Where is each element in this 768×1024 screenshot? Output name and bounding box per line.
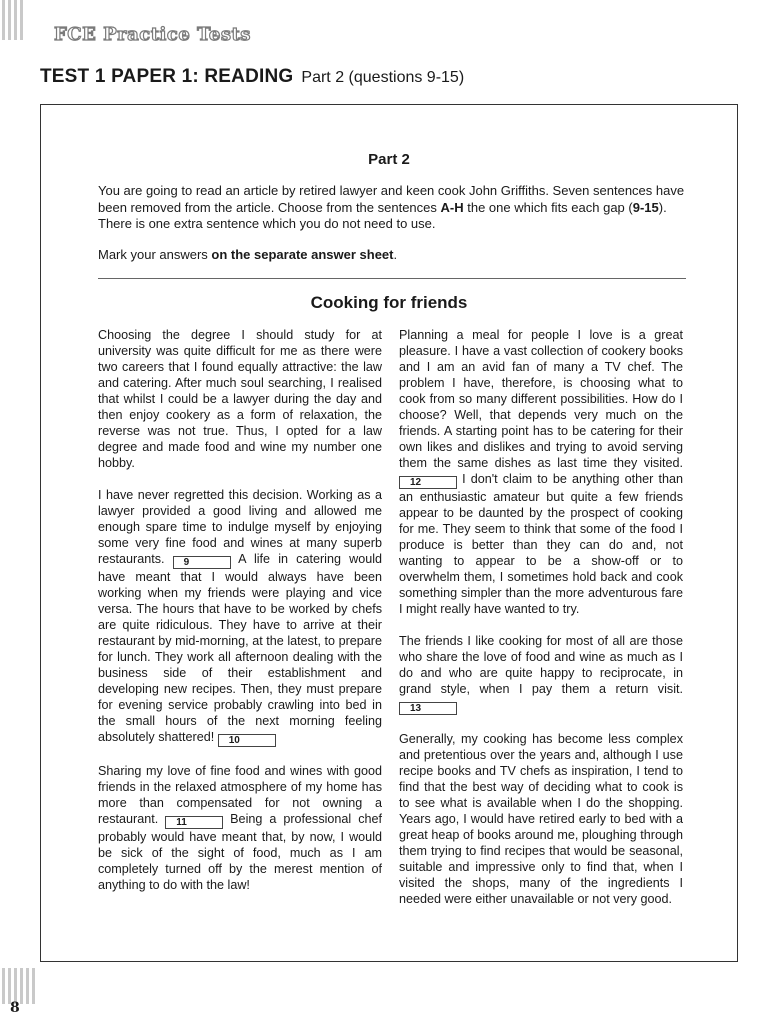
test-title-line: [40, 66, 464, 88]
paragraph-text: I don't claim to be anything other than an enthusiastic amateur but quite a few friends appear to be daunted by the prospect of cooking for me. They seem to think that some of the food I produce is better than they can do and, not wanting to appear to be a show-off or to overwhelm them, I sometimes hold back and cook something simpler than the more adventurous fare I might really have wanted to try.: [399, 472, 683, 616]
instructions-gaps: 9-15: [632, 199, 659, 215]
paragraph-text: I have never regretted this decision. Working as a lawyer provided a good living and allowed me enough spare time to indulge myself by enjoying some very fine food and wines at many superb restaurants.: [98, 488, 382, 566]
instructions-text: the one which fits each gap (: [463, 199, 633, 215]
article-column-right: [399, 327, 683, 923]
gap-9[interactable]: 9: [173, 556, 231, 569]
instructions: [98, 183, 688, 233]
answer-instruction-text: .: [393, 247, 398, 262]
instructions-text: ). There is one extra sentence which you do not need to use.: [98, 199, 667, 231]
gap-13[interactable]: 13: [399, 702, 457, 715]
paragraph-5: [399, 633, 683, 715]
article-title: Cooking for friends: [310, 293, 468, 312]
paragraph-text: Planning a meal for people I love is a great pleasure. I have a vast collection of cookery books and I am an avid fan of many a TV chef. The problem I have, therefore, is choosing what to cook from so many different possibilities. How do I choose? Well, that depends very much on the friends. A starting point has to be catering for their own likes and dislikes and trying to avoid serving them the same dishes as last time they visited.: [399, 328, 683, 470]
paragraph-text: Sharing my love of fine food and wines with good friends in the relaxed atmosphere of my home has more than compensated for not owning a restaurant.: [98, 764, 382, 826]
book-brand: FCE Practice Tests: [54, 24, 251, 45]
paragraph-3: [98, 763, 382, 893]
reading-panel: [40, 104, 738, 962]
paragraph-6: Generally, my cooking has become less complex and pretentious over the years and, although I use recipe books and TV chefs as inspiration, I tend to find that the best way of deciding what to cook is to see what is available when I do the shopping. Years ago, I would have retired early to bed with a great heap of books around me, ploughing through them trying to find recipes that would be seasonal, suitable and impressive only to find that, when I visited the shops, many of the ingredients I needed were either unavailable or not very good.: [399, 732, 683, 906]
part-heading: Part 2: [368, 151, 410, 168]
paragraph-2: [98, 487, 382, 747]
divider: [98, 278, 686, 279]
gap-10[interactable]: 10: [218, 734, 276, 747]
paragraph-text: Being a professional chef probably would have meant that, by now, I would be sick of the sight of food, much as I am completely turned off by the merest mention of anything to do with the law!: [98, 812, 383, 892]
paragraph-4: [399, 327, 683, 617]
instructions-text: You are going to read an article by retired lawyer and keen cook John Griffiths. Seven sentences have been removed from the article. Choose from the sentences: [98, 183, 685, 215]
page-number: 8: [10, 1000, 20, 1016]
paragraph-1: Choosing the degree I should study for at university was quite difficult for me as there were two careers that I found equally attractive: the law and catering. After much soul searching, I realised that whilst I could be a lawyer during the day and then enjoy cookery as a form of relaxation, the reverse was not true. Thus, I opted for a law degree and made food and wine my number one hobby.: [98, 328, 382, 470]
answer-instruction-text: Mark your answers: [98, 247, 212, 262]
corner-decoration-bottom: [0, 968, 42, 1004]
instructions-options: A-H: [440, 199, 464, 215]
corner-decoration: [0, 0, 30, 40]
paragraph-text: A life in catering would have meant that I would always have been working when my friends were playing and vice versa. The hours that have to be worked by chefs are quite ridiculous. They have to arrive at their restaurant by mid-morning, at the latest, to prepare for lunch. They work all afternoon dealing with the business side of their establishment and developing new recipes. Then, they must prepare for evening service probably crawling into bed in the small hours of the next morning feeling absolutely shattered!: [98, 552, 382, 744]
paragraph-text: The friends I like cooking for most of all are those who share the love of food and wine as much as I do and who are quite happy to reciprocate, in grand style, when I pay them a return visit.: [399, 634, 683, 696]
test-subtitle: Part 2 (questions 9-15): [301, 69, 465, 86]
answer-sheet-emphasis: on the separate answer sheet: [211, 247, 394, 262]
answer-instruction: [98, 247, 688, 264]
gap-12[interactable]: 12: [399, 476, 457, 489]
article-column-left: [98, 327, 382, 909]
test-title: TEST 1 PAPER 1: READING: [40, 66, 294, 87]
gap-11[interactable]: 11: [165, 816, 223, 829]
